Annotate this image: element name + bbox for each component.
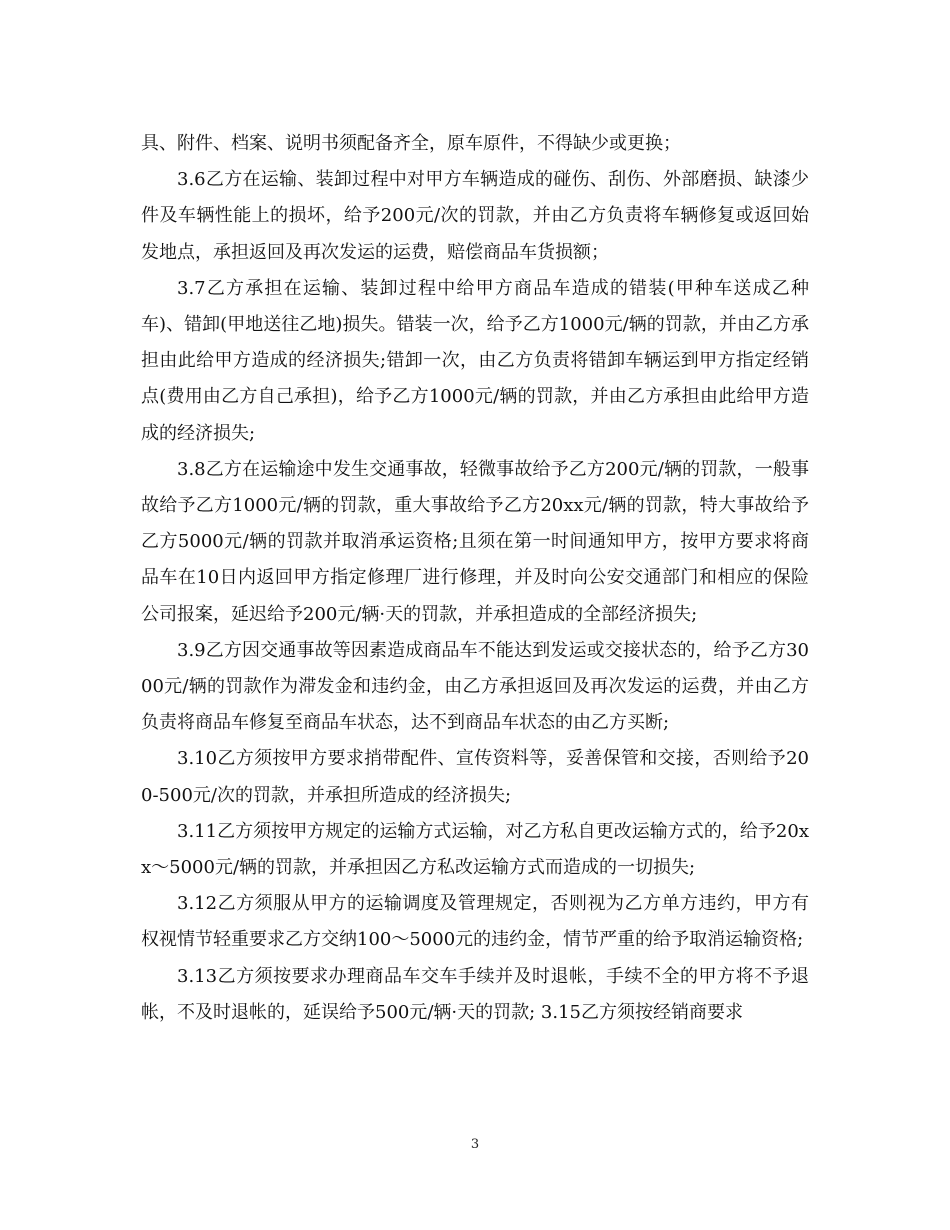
paragraph-clause-3-13: 3.13乙方须按要求办理商品车交车手续并及时退帐，手续不全的甲方将不予退帐，不及时退帐的，延误给予500元/辆·天的罚款; 3.15乙方须按经销商要求 xyxy=(141,965,809,1023)
paragraph-clause-3-12: 3.12乙方须服从甲方的运输调度及管理规定，否则视为乙方单方违约，甲方有权视情节轻重要求乙方交纳100～5000元的违约金，情节严重的给予取消运输资格; xyxy=(141,893,809,951)
paragraph-clause-3-8: 3.8乙方在运输途中发生交通事故，轻微事故给予乙方200元/辆的罚款，一般事故给予乙方1000元/辆的罚款，重大事故给予乙方20xx元/辆的罚款，特大事故给予乙方5000元/辆的罚款并取消承运资格;且须在第一时间通知甲方，按甲方要求将商品车在10日内返回甲方指定修理厂进行修理，并及时向公安交通部门和相应的保险公司报案，延迟给予200元/辆·天的罚款，并承担造成的全部经济损失; xyxy=(141,458,809,625)
paragraph-clause-3-10: 3.10乙方须按甲方要求捎带配件、宣传资料等，妥善保管和交接，否则给予200-500元/次的罚款，并承担所造成的经济损失; xyxy=(141,748,809,806)
paragraph-clause-3-7: 3.7乙方承担在运输、装卸过程中给甲方商品车造成的错装(甲种车送成乙种车)、错卸(甲地送往乙地)损失。错装一次，给予乙方1000元/辆的罚款，并由乙方承担由此给甲方造成的经济损失;错卸一次，由乙方负责将错卸车辆运到甲方指定经销点(费用由乙方自己承担)，给予乙方1000元/辆的罚款，并由乙方承担由此给甲方造成的经济损失; xyxy=(141,277,809,444)
paragraph-clause-3-11: 3.11乙方须按甲方规定的运输方式运输，对乙方私自更改运输方式的，给予20xx～5000元/辆的罚款，并承担因乙方私改运输方式而造成的一切损失; xyxy=(141,820,809,879)
paragraph-continuation: 具、附件、档案、说明书须配备齐全，原车原件，不得缺少或更换； xyxy=(141,133,681,154)
paragraph-clause-3-9: 3.9乙方因交通事故等因素造成商品车不能达到发运或交接状态的，给予乙方3000元/辆的罚款作为滞发金和违约金，由乙方承担返回及再次发运的运费，并由乙方负责将商品车修复至商品车状态，达不到商品车状态的由乙方买断; xyxy=(141,639,809,734)
document-body xyxy=(141,126,809,1031)
page-number: 3 xyxy=(470,1137,480,1152)
paragraph-clause-3-6: 3.6乙方在运输、装卸过程中对甲方车辆造成的碰伤、刮伤、外部磨损、缺漆少件及车辆性能上的损坏，给予200元/次的罚款，并由乙方负责将车辆修复或返回始发地点，承担返回及再次发运的运费，赔偿商品车货损额； xyxy=(141,169,809,263)
